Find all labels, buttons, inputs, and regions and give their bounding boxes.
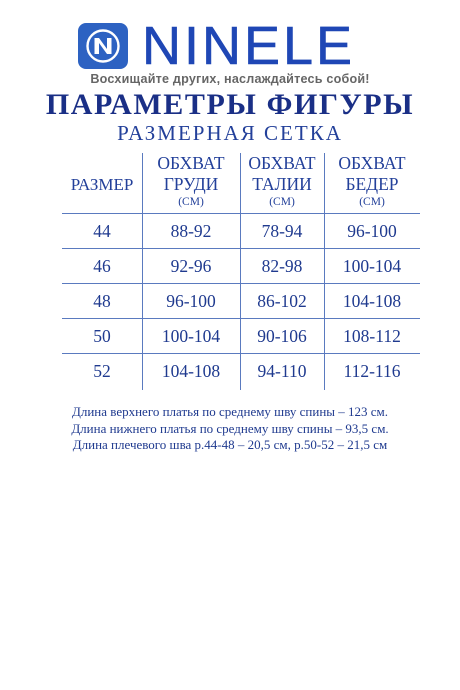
hips-cell: 112-116 <box>343 361 401 381</box>
header-line: ГРУДИ <box>163 174 219 194</box>
column-header-size: РАЗМЕР <box>70 175 134 194</box>
header-unit: (СМ) <box>269 196 295 208</box>
size-cell: 50 <box>93 326 111 346</box>
size-cell: 48 <box>93 291 111 311</box>
brand-tagline: Восхищайте других, наслаждайтесь собой! <box>90 72 370 86</box>
header-unit: (СМ) <box>359 196 385 208</box>
logo-row <box>0 16 460 76</box>
chest-cell: 104-108 <box>161 361 221 381</box>
header-line: ОБХВАТ <box>248 153 316 173</box>
table-row <box>62 353 420 389</box>
hips-cell: 100-104 <box>342 256 402 276</box>
size-cell: 46 <box>93 256 111 276</box>
n-circle-logo-icon <box>78 23 128 69</box>
size-cell: 52 <box>93 361 111 381</box>
page-subtitle: РАЗМЕРНАЯ СЕТКА <box>117 121 343 145</box>
measurement-notes <box>0 404 460 454</box>
note-line: Длина нижнего платья по среднему шву спины – 93,5 см. <box>71 420 389 436</box>
table-row <box>62 213 420 249</box>
size-cell: 44 <box>93 221 111 241</box>
brand-name: NINELE <box>142 16 356 76</box>
waist-cell: 78-94 <box>261 221 303 241</box>
table-row <box>62 283 420 319</box>
chest-cell: 92-96 <box>170 256 212 276</box>
page-title: ПАРАМЕТРЫ ФИГУРЫ <box>45 88 415 121</box>
header-unit: (СМ) <box>178 196 204 208</box>
hips-cell: 108-112 <box>343 326 401 346</box>
table-row <box>62 248 420 284</box>
header-line: ОБХВАТ <box>338 153 406 173</box>
chest-cell: 96-100 <box>166 291 216 311</box>
waist-cell: 94-110 <box>257 361 307 381</box>
table-row <box>62 318 420 354</box>
column-header-hips <box>324 153 420 213</box>
hips-cell: 104-108 <box>342 291 402 311</box>
note-line: Длина верхнего платья по среднему шву спины – 123 см. <box>71 404 389 419</box>
header-line: БЕДЕР <box>345 174 399 194</box>
header-line: ТАЛИИ <box>252 174 312 194</box>
waist-cell: 90-106 <box>257 326 307 346</box>
header-line: ОБХВАТ <box>157 153 225 173</box>
hips-cell: 96-100 <box>347 221 397 241</box>
column-header-chest <box>142 153 240 213</box>
waist-cell: 86-102 <box>257 291 307 311</box>
waist-cell: 82-98 <box>261 256 303 276</box>
chest-cell: 88-92 <box>170 221 212 241</box>
note-line: Длина плечевого шва р.44-48 – 20,5 см, р.50-52 – 21,5 см <box>72 437 388 452</box>
chest-cell: 100-104 <box>161 326 221 346</box>
column-header-waist <box>240 153 324 213</box>
